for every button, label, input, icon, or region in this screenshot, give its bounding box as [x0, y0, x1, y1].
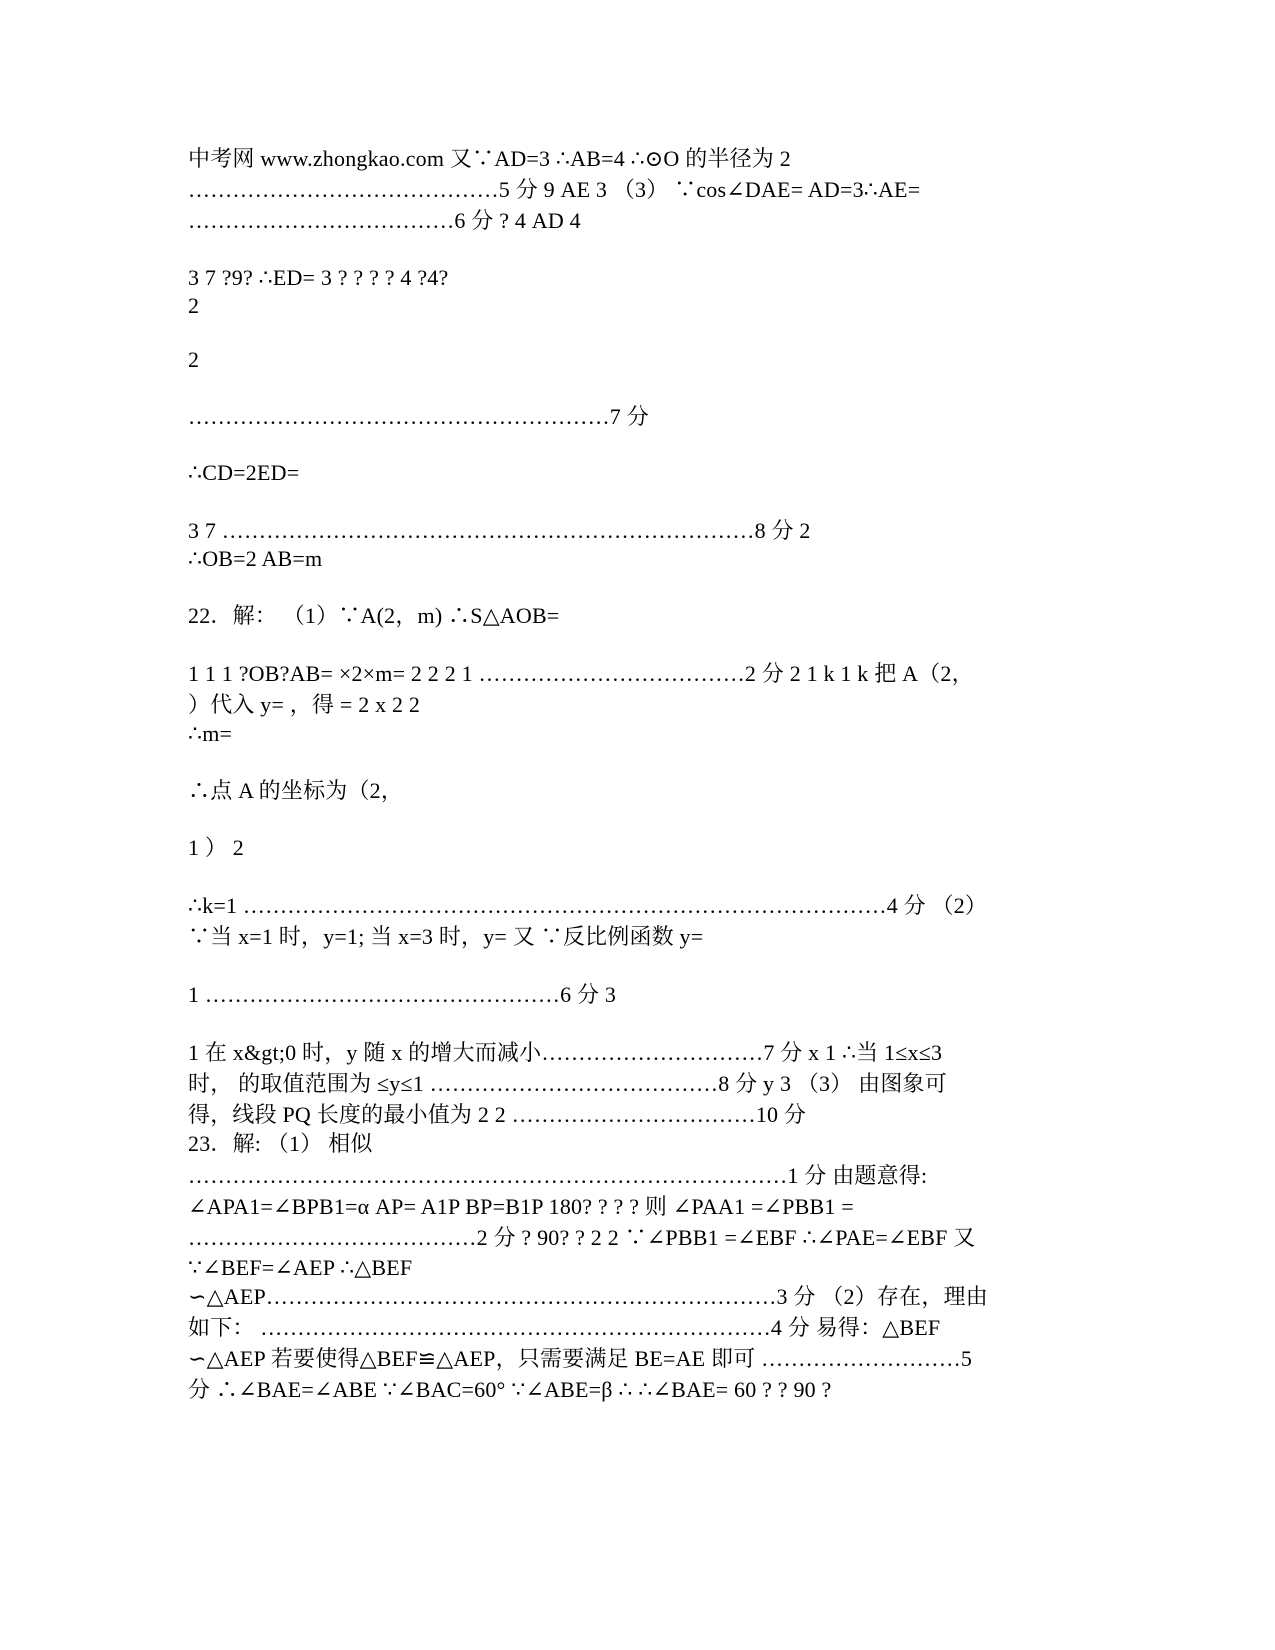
text-line: 如下： ……………………………………………………………4 分 易得：△BEF	[188, 1315, 941, 1340]
text-line: ∽△AEP 若要使得△BEF≌△AEP，只需要满足 BE=AE 即可 ………………………5	[188, 1346, 973, 1371]
text-line: 23．解: （1） 相似	[188, 1131, 373, 1156]
text-line: 分 ∴∠BAE=∠ABE ∵∠BAC=60° ∵∠ABE=β ∴ ∴∠BAE= 60 ? ? 90 ?	[188, 1377, 832, 1402]
text-line: ∵∠BEF=∠AEP ∴△BEF	[188, 1255, 413, 1280]
text-line: 得，线段 PQ 长度的最小值为 2 2 ……………………………10 分	[188, 1102, 807, 1127]
text-line: 时， 的取值范围为 ≤y≤1 …………………………………8 分 y 3 （3） 由图象可	[188, 1071, 947, 1096]
text-line: 1 在 x&gt;0 时，y 随 x 的增大而减小…………………………7 分 x 1 ∴当 1≤x≤3	[188, 1040, 943, 1065]
text-line: ）代入 y= ，得 = 2 x 2 2	[188, 692, 421, 717]
text-line: ∽△AEP……………………………………………………………3 分 （2）存在，理由	[188, 1284, 988, 1309]
text-line: ∴点 A 的坐标为（2，	[188, 778, 404, 803]
text-line: 1 ） 2	[188, 835, 245, 860]
text-line: ………………………………6 分 ? 4 AD 4	[188, 208, 581, 233]
text-line: ∴OB=2 AB=m	[188, 546, 323, 571]
text-line: 22．解： （1）∵A(2，m) ∴S△AOB=	[188, 603, 560, 628]
text-line: ∴CD=2ED=	[188, 460, 300, 485]
text-line: 3 7 ?9? ∴ED= 3 ? ? ? ? 4 ?4?	[188, 265, 449, 290]
text-line: ∠APA1=∠BPB1=α AP= A1P BP=B1P 180? ? ? ? 则 ∠PAA1 =∠PBB1 =	[188, 1194, 854, 1219]
text-line: 1 …………………………………………6 分 3	[188, 982, 617, 1007]
text-line: ∴k=1 ……………………………………………………………………………4 分 （2）	[188, 893, 988, 918]
text-line: 中考网 www.zhongkao.com 又∵AD=3 ∴AB=4 ∴⊙O 的半径为 2	[188, 146, 791, 171]
text-line: 3 7 ………………………………………………………………8 分 2	[188, 518, 811, 543]
text-line: 1 1 1 ?OB?AB= ×2×m= 2 2 2 1 ………………………………2 分 2 1 k 1 k 把 A（2，	[188, 661, 974, 686]
text-line: ……………………………………5 分 9 AE 3 （3） ∵cos∠DAE= AD=3∴AE=	[188, 177, 921, 202]
text-line: ∵当 x=1 时，y=1; 当 x=3 时，y= 又 ∵反比例函数 y=	[188, 924, 704, 949]
text-line: …………………………………………………7 分	[188, 404, 649, 429]
text-line: ………………………………………………………………………1 分 由题意得:	[188, 1163, 928, 1188]
text-line: 2	[188, 347, 200, 372]
text-line: …………………………………2 分 ? 90? ? 2 2 ∵∠PBB1 =∠EBF ∴∠PAE=∠EBF 又	[188, 1225, 976, 1250]
text-line: 2	[188, 293, 200, 318]
text-line: ∴m=	[188, 721, 233, 746]
